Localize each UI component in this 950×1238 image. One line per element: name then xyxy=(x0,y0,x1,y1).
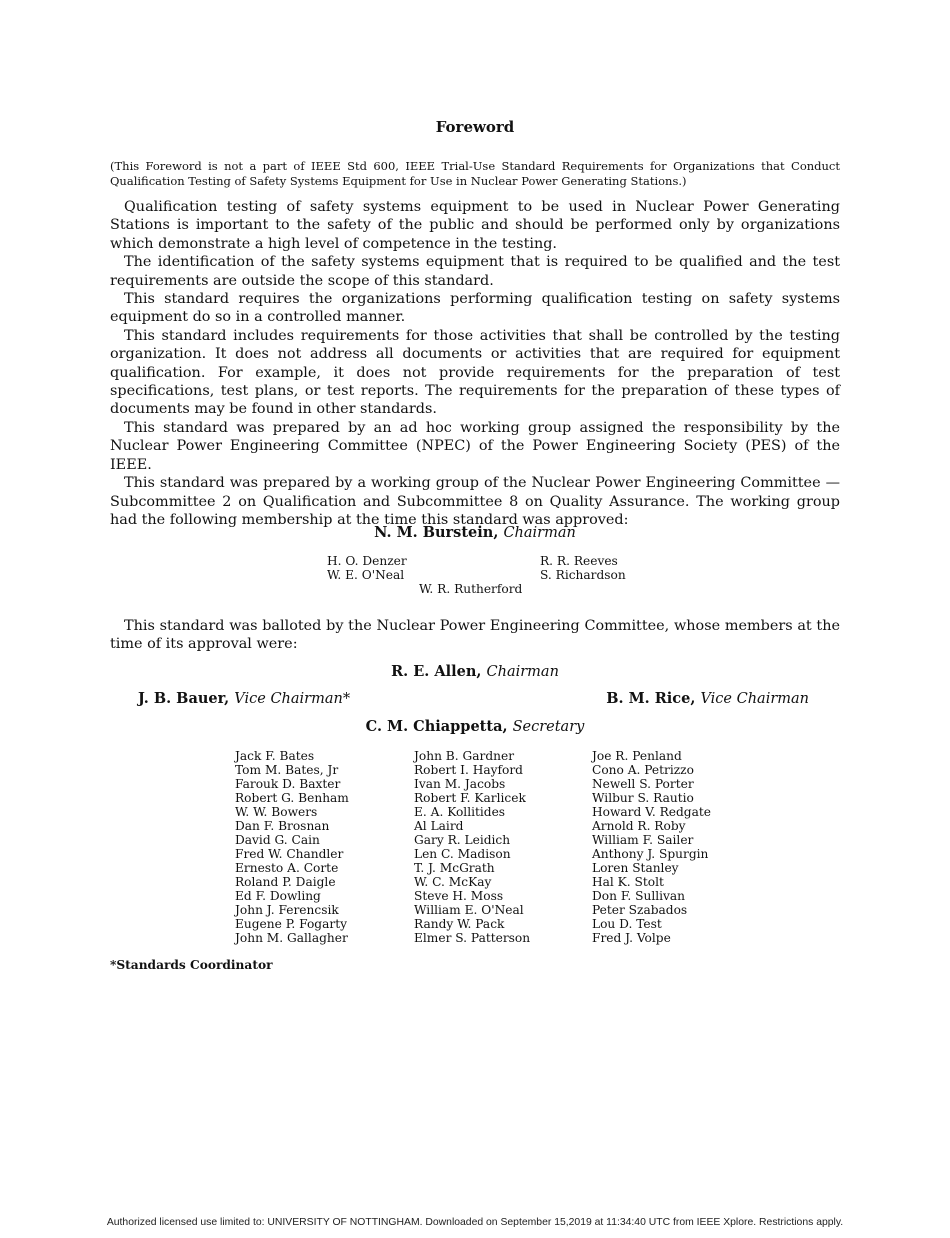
member-name: Don F. Sullivan xyxy=(592,889,686,903)
member-name: W. C. McKay xyxy=(414,875,492,889)
license-footer: Authorized licensed use limited to: UNIVERSITY OF NOTTINGHAM. Downloaded on September 15,2019 at 11:34:40 UTC from IEEE Xplore. Restrictions apply. xyxy=(106,1217,844,1228)
paragraph: This standard was prepared by an ad hoc working group assigned the responsibility by the Nuclear Power Engineering Committee (NPEC) of the Power Engineering Society (PES) of the IEEE. xyxy=(110,419,840,473)
member-name: Randy W. Pack xyxy=(414,917,505,931)
member-name: Len C. Madison xyxy=(414,847,511,861)
member-name: Peter Szabados xyxy=(592,903,688,917)
member-name: Roland P. Daigle xyxy=(235,875,336,889)
vice-chairman-name: B. M. Rice, xyxy=(606,690,696,707)
vice-chairman-2 xyxy=(606,690,809,707)
member-name: Gary R. Leidich xyxy=(414,833,511,847)
ballot-paragraph: This standard was balloted by the Nuclear Power Engineering Committee, whose members at the time of its approval were: xyxy=(110,618,840,653)
committee-secretary xyxy=(0,718,950,735)
member-name: Ivan M. Jacobs xyxy=(414,777,506,791)
working-group-chairman xyxy=(0,524,950,541)
vice-chairman-role: Vice Chairman xyxy=(700,691,809,707)
member-name: Wilbur S. Rautio xyxy=(592,791,694,805)
secretary-name: C. M. Chiappetta, xyxy=(365,718,508,735)
member-name: William E. O'Neal xyxy=(414,903,524,917)
member-name: Ernesto A. Corte xyxy=(235,861,339,875)
paragraph: This standard requires the organizations performing qualification testing on safety systems equipment do so in a controlled manner. xyxy=(110,291,840,326)
member-name: Fred J. Volpe xyxy=(592,931,671,945)
member-name: Al Laird xyxy=(414,819,464,833)
member-name: W. W. Bowers xyxy=(235,805,318,819)
member-name: John M. Gallagher xyxy=(235,931,348,945)
wg-member: R. R. Reeves xyxy=(540,554,618,568)
member-name: Robert F. Karlicek xyxy=(414,791,526,805)
member-name: Loren Stanley xyxy=(592,861,679,875)
member-column-1 xyxy=(235,749,349,945)
footnote: *Standards Coordinator xyxy=(110,958,273,972)
member-name: David G. Cain xyxy=(235,833,320,847)
member-name: William F. Sailer xyxy=(592,833,694,847)
chairman-name: N. M. Burstein, xyxy=(374,524,499,541)
member-name: E. A. Kollitides xyxy=(414,805,506,819)
committee-chairman xyxy=(0,663,950,680)
member-name: Ed F. Dowling xyxy=(235,889,321,903)
paragraph: The identification of the safety systems equipment that is required to be qualified and the test requirements are outside the scope of this standard. xyxy=(110,254,840,289)
wg-member: S. Richardson xyxy=(540,568,626,582)
vice-chairman-name: J. B. Bauer, xyxy=(138,690,230,707)
member-column-2 xyxy=(414,749,530,945)
secretary-role: Secretary xyxy=(512,719,585,735)
paragraph: This standard was prepared by a working group of the Nuclear Power Engineering Committee — Subcommittee 2 on Qualification and Subcommittee 8 on Quality Assurance. The working group had the following membership at the time this standard was approved: xyxy=(110,475,840,528)
vice-chairman-1 xyxy=(138,690,350,707)
member-name: Robert I. Hayford xyxy=(414,763,523,777)
member-name: T. J. McGrath xyxy=(414,861,495,875)
member-name: Elmer S. Patterson xyxy=(414,931,531,945)
paragraph: Qualification testing of safety systems equipment to be used in Nuclear Power Generating Stations is important to the safety of the public and should be performed only by organizations which demonstrate a high level of competence in the testing. xyxy=(110,199,840,252)
member-name: Anthony J. Spurgin xyxy=(592,847,709,861)
member-name: Howard V. Redgate xyxy=(592,805,711,819)
wg-member: W. E. O'Neal xyxy=(327,568,405,582)
member-name: Cono A. Petrizzo xyxy=(592,763,694,777)
paragraph: This standard includes requirements for those activities that shall be controlled by the testing organization. It does not address all documents or activities that are required for equipment qualification. For example, it does not provide requirements for the preparation of test specifications, test plans, or test reports. The requirements for the preparation of these types of documents may be found in other standards. xyxy=(110,327,840,418)
chairman-role: Chairman xyxy=(503,525,576,541)
foreword-body xyxy=(110,198,840,529)
member-name: Arnold R. Roby xyxy=(592,819,686,833)
foreword-note: (This Foreword is not a part of IEEE Std 600, IEEE Trial-Use Standard Requirements for Organizations that Conduct Qualification Testing of Safety Systems Equipment for Use in Nuclear Power Generating Stations.) xyxy=(110,159,840,188)
member-name: Hal K. Stolt xyxy=(592,875,664,889)
member-name: Lou D. Test xyxy=(592,917,662,931)
wg-member: W. R. Rutherford xyxy=(419,582,523,596)
vice-chairman-role: Vice Chairman* xyxy=(234,691,351,707)
page-title: Foreword xyxy=(435,118,515,136)
wg-member: H. O. Denzer xyxy=(327,554,407,568)
member-name: Fred W. Chandler xyxy=(235,847,344,861)
chairman-name: R. E. Allen, xyxy=(391,663,482,680)
member-name: Tom M. Bates, Jr xyxy=(235,763,339,777)
member-column-3 xyxy=(592,749,711,945)
member-name: John B. Gardner xyxy=(414,749,515,763)
member-name: Jack F. Bates xyxy=(235,749,315,763)
member-name: Farouk D. Baxter xyxy=(235,777,341,791)
member-name: Newell S. Porter xyxy=(592,777,694,791)
member-name: Eugene P. Fogarty xyxy=(235,917,347,931)
member-name: Joe R. Penland xyxy=(592,749,682,763)
member-name: Dan F. Brosnan xyxy=(235,819,330,833)
member-name: John J. Ferencsik xyxy=(235,903,339,917)
member-name: Robert G. Benham xyxy=(235,791,349,805)
member-name: Steve H. Moss xyxy=(414,889,504,903)
chairman-role: Chairman xyxy=(486,664,559,680)
